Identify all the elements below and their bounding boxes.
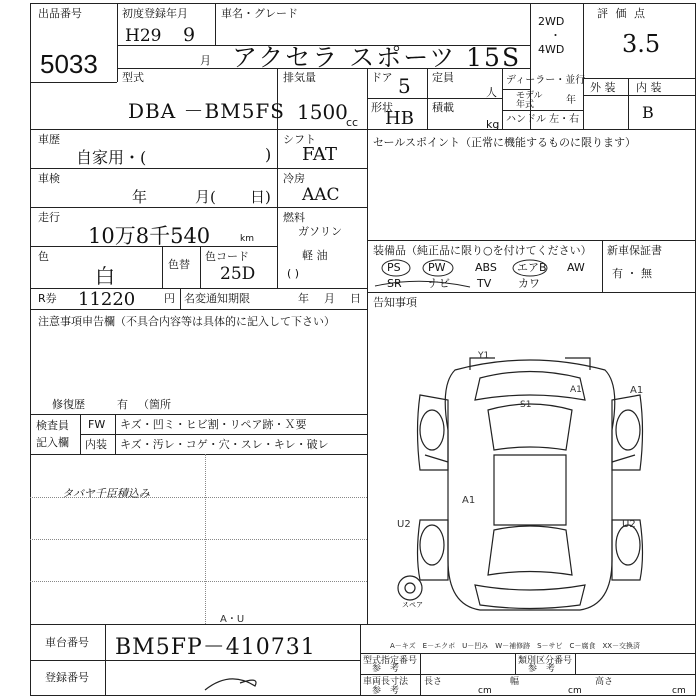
- spec-ref-1: 参 考: [372, 664, 400, 674]
- model-name: アクセラ スポーツ 15S: [232, 43, 522, 72]
- damage-mark-hood: S1: [520, 400, 532, 410]
- inspector-label-1: 検査員: [36, 419, 69, 432]
- fuel-label: 燃料: [283, 211, 305, 224]
- spec-length: 長さ: [424, 677, 443, 687]
- spec-dims: 車両長寸法: [363, 677, 409, 687]
- inspector-handwritten-note: タバヤ千臣積込み: [62, 487, 150, 500]
- equip-navi: ナビ: [428, 277, 450, 290]
- load-label: 積載: [432, 101, 454, 114]
- lot-label: 出品番号: [38, 7, 82, 20]
- registration-label: 初度登録年月: [122, 7, 188, 20]
- exterior-label: 外 装: [590, 81, 616, 94]
- load-unit: kg: [486, 118, 500, 131]
- spec-height-unit: cm: [672, 686, 686, 696]
- equip-pw: PW: [428, 261, 446, 274]
- color-value: 白: [95, 264, 115, 288]
- damage-mark-bumper-right: A1: [570, 385, 582, 395]
- damage-mark-front-right: A1: [630, 385, 644, 396]
- equip-airbag: エアB: [517, 261, 547, 274]
- damage-legend: A－キズ E－エクボ U－凹み W－補修跡 S－サビ C－腐食 XX－交換済: [390, 642, 641, 650]
- door-label: ドア: [371, 71, 393, 84]
- divider: [420, 653, 421, 696]
- ac-value: AAC: [302, 185, 340, 205]
- spare-label: スペア: [402, 601, 423, 609]
- divider: [360, 674, 696, 675]
- chassis-number: BM5FP－410731: [115, 635, 316, 660]
- drive-4wd: 4WD: [538, 43, 565, 56]
- mileage-label: 走行: [38, 211, 60, 224]
- interior-check-label: 内装: [85, 438, 107, 451]
- handle-label: ハンドル 左・右: [506, 114, 580, 125]
- repair-value: 有: [117, 398, 128, 411]
- mileage-unit: km: [240, 234, 254, 244]
- warranty-value: 有 ・ 無: [612, 267, 652, 280]
- recycle-value: 11220: [78, 289, 136, 310]
- inspection-label: 車検: [38, 172, 60, 185]
- equipment-label: 装備品（純正品に限り○を付けてください）: [373, 244, 592, 257]
- fuel-other: ( ): [287, 267, 300, 280]
- displacement-label: 排気量: [283, 71, 316, 84]
- interior-label: 内 装: [636, 81, 662, 94]
- inspection-year-unit: 年: [132, 188, 148, 206]
- name-change-month: 月: [324, 292, 335, 305]
- name-change-year: 年: [298, 292, 309, 305]
- history-value: 自家用・(: [76, 148, 147, 167]
- equip-aw: AW: [567, 261, 585, 274]
- recycle-label: R券: [38, 292, 57, 305]
- divider: [575, 653, 576, 674]
- fw-text: キズ・凹ミ・ヒビ割・リペア跡・Ｘ要: [120, 418, 307, 431]
- spec-length-unit: cm: [478, 686, 492, 696]
- plate-label: 登録番号: [45, 671, 89, 684]
- lot-number: 5033: [40, 49, 98, 79]
- equip-tv: TV: [477, 277, 492, 290]
- fw-label: FW: [88, 418, 106, 431]
- drive-dot: ・: [550, 29, 561, 42]
- damage-mark-note: A・U: [220, 614, 245, 625]
- displacement-value: 1500: [297, 100, 348, 124]
- shape-label: 形状: [371, 101, 393, 114]
- registration-month: 9: [183, 24, 196, 46]
- divider: [515, 653, 516, 674]
- spec-class-no: 類別区分番号: [518, 656, 573, 666]
- model-year-label-b: 年式: [516, 100, 535, 110]
- history-close: ): [265, 145, 272, 164]
- registration-year: H29: [125, 26, 162, 46]
- fuel-gasoline: ガソリン: [298, 225, 342, 238]
- type-label: 型式: [122, 71, 144, 84]
- damage-mark-left: U2: [397, 519, 411, 530]
- chassis-label: 車台番号: [45, 636, 89, 649]
- ac-label: 冷房: [283, 172, 305, 185]
- spec-type-no: 型式指定番号: [363, 656, 418, 666]
- notes-label: 注意事項申告欄（不具合内容等は具体的に記入して下さい）: [38, 315, 335, 328]
- interior-check-text: キズ・汚レ・コゲ・穴・スレ・キレ・破レ: [120, 438, 329, 451]
- damage-mark-front: Y1: [478, 351, 490, 361]
- color-code-label: 色コード: [205, 250, 249, 263]
- model-year-unit: 年: [566, 95, 576, 106]
- type-value: DBA －BM5FS: [128, 99, 286, 123]
- color-change-label: 色替: [168, 258, 190, 271]
- warranty-label: 新車保証書: [607, 244, 662, 257]
- displacement-unit: cc: [346, 116, 359, 129]
- sales-point-label: セールスポイント（正常に機能するものに限ります）: [373, 136, 637, 149]
- damage-mark-roof: A1: [462, 495, 476, 506]
- spec-width-unit: cm: [568, 686, 582, 696]
- equip-leather: カワ: [518, 277, 540, 290]
- fuel-diesel: 軽 油: [302, 249, 328, 262]
- mileage-value: 10万8千540: [88, 224, 211, 248]
- repair-bracket: （箇所: [138, 398, 171, 411]
- registration-month-unit: 月: [200, 54, 211, 67]
- capacity-label: 定員: [432, 71, 454, 84]
- capacity-unit: 人: [486, 86, 497, 99]
- inspection-month-unit: 月(: [195, 188, 216, 206]
- rating-value: 3.5: [622, 30, 661, 58]
- model-label: 車名・グレード: [221, 7, 298, 20]
- shift-value: FAT: [302, 144, 337, 165]
- damage-mark-right: U2: [622, 519, 636, 530]
- color-label: 色: [38, 250, 49, 263]
- rating-label: 評 価 点: [597, 7, 647, 20]
- recycle-unit: 円: [164, 292, 175, 305]
- equip-sr: SR: [387, 277, 402, 290]
- dealer-label: ディーラー・並行: [506, 75, 586, 86]
- interior-rating: B: [642, 103, 654, 122]
- color-code-value: 25D: [220, 264, 256, 284]
- shift-label: シフト: [283, 133, 316, 146]
- spec-ref-2: 参 考: [528, 664, 556, 674]
- spec-ref-3: 参 考: [372, 686, 400, 696]
- drive-2wd: 2WD: [538, 15, 565, 28]
- name-change-day: 日: [350, 292, 361, 305]
- equip-ps: PS: [387, 261, 401, 274]
- spec-width: 幅: [510, 677, 520, 687]
- notice-label: 告知事項: [373, 296, 417, 309]
- inspection-day-unit: 日): [250, 188, 271, 206]
- door-value: 5: [398, 74, 411, 98]
- name-change-label: 名変通知期限: [184, 292, 250, 305]
- spec-height: 高さ: [595, 677, 614, 687]
- history-label: 車歴: [38, 133, 60, 146]
- equip-abs: ABS: [475, 261, 497, 274]
- model-year-label-a: モデル: [516, 91, 543, 101]
- repair-label: 修復歴: [52, 398, 85, 411]
- shape-value: HB: [385, 108, 414, 129]
- inspector-label-2: 記入欄: [36, 436, 69, 449]
